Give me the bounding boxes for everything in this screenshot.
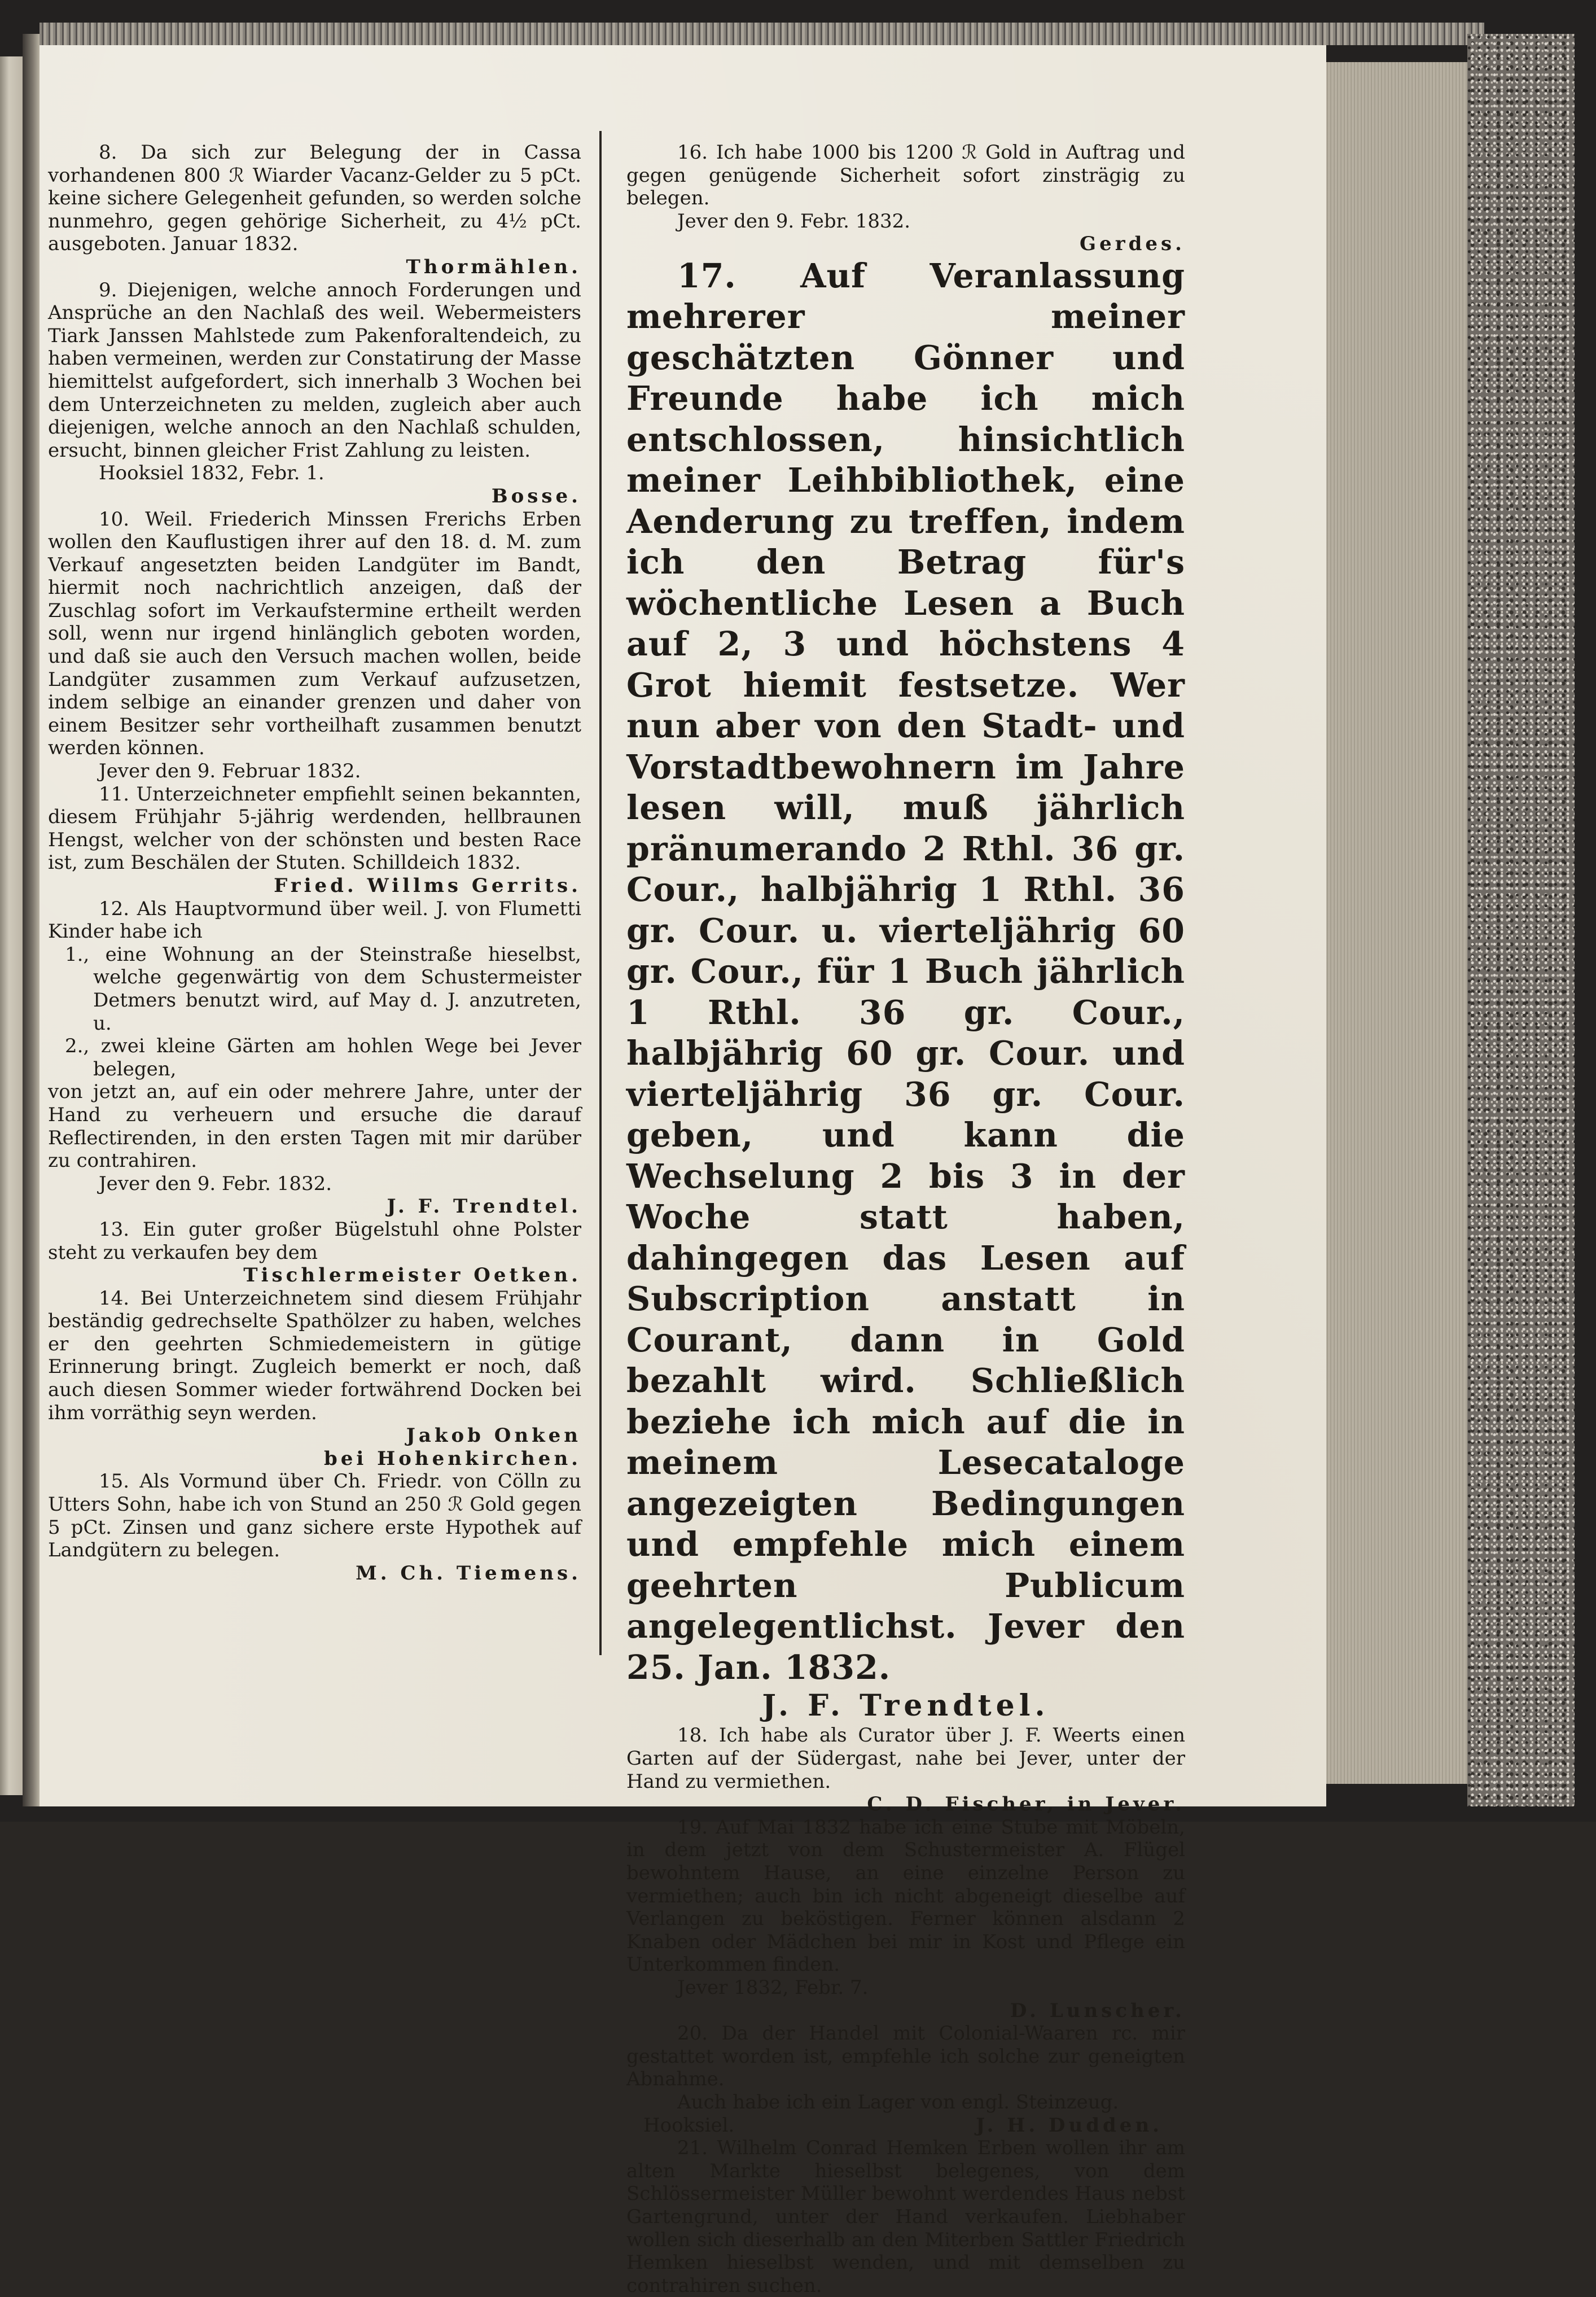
- notice-signature-large: J. F. Trendtel.: [762, 1688, 1050, 1723]
- notice-signature: J. F. Trendtel.: [387, 1195, 581, 1218]
- book-top-edge: [40, 23, 1484, 45]
- notice-text: von jetzt an, auf ein oder mehrere Jahre, unter der Hand zu verheuern und ersuche die darauf Reflectirenden, in den ersten Tagen mit mir darüber zu contrahiren.: [48, 1080, 581, 1172]
- notice-signature: Gerdes.: [1080, 233, 1185, 256]
- notice-signature: D. Lunscher.: [1010, 1999, 1185, 2022]
- notice-list-item: 2., zwei kleine Gärten am hohlen Wege bei Jever belegen,: [65, 1035, 581, 1080]
- notice-place-date: Hooksiel 1832, Febr. 1.: [99, 462, 325, 485]
- book-cover: [1467, 34, 1575, 1806]
- notice-paragraph: 11. Unterzeichneter empfiehlt seinen bekannten, diesem Frühjahr 5-jährig werdenden, hellbraunen Hengst, welcher von der schönsten und besten Race ist, zum Beschälen der Stuten. Schilldeich 1832.: [48, 782, 581, 874]
- page-block-edges: [1326, 62, 1479, 1784]
- notice-paragraph: 13. Ein guter großer Bügelstuhl ohne Polster steht zu verkaufen bey dem: [48, 1218, 581, 1264]
- notice-paragraph: 14. Bei Unterzeichnetem sind diesem Frühjahr beständig gedrechselte Spathölzer zu haben, welches er den geehrten Schmiedemeistern in gütige Erinnerung bringt. Zugleich bemerkt er noch, daß auch diesen Sommer wieder fortwährend Docken bei ihm vorräthig seyn werden.: [48, 1287, 581, 1424]
- notice-signature: Thormählen.: [406, 255, 581, 278]
- notice-paragraph-large: 17. Auf Veranlassung mehrerer meiner geschätzten Gönner und Freunde habe ich mich entschlossen, hinsichtlich meiner Leihbibliothek, eine Aenderung zu treffen, indem ich den Betrag für's wöchentliche Lesen a Buch auf 2, 3 und höchstens 4 Grot hiemit festsetze. Wer nun aber von den Stadt- und Vorstadtbewohnern im Jahre lesen will, muß jährlich pränumerando 2 Rthl. 36 gr. Cour., halbjährig 1 Rthl. 36 gr. Cour. u. vierteljährig 60 gr. Cour., für 1 Buch jährlich 1 Rthl. 36 gr. Cour., halbjährig 60 gr. Cour. und vierteljährig 36 gr. Cour. geben, und kann die Wechselung 2 bis 3 in der Woche statt haben, dahingegen das Lesen auf Subscription anstatt in Courant, dann in Gold bezahlt wird. Schließlich beziehe ich mich auf die in meinem Lesecataloge angezeigten Bedingungen und empfehle mich einem geehrten Publicum angelegentlichst. Jever den 25. Jan. 1832.: [626, 256, 1185, 1687]
- notice-signature: Bosse.: [491, 484, 581, 507]
- notice-paragraph: 9. Diejenigen, welche annoch Forderungen und Ansprüche an den Nachlaß des weil. Webermeisters Tiark Janssen Mahlstede zum Pakenforaltendeich, zu haben vermeinen, werden zur Constatirung der Masse hiemittelst aufgefordert, sich innerhalb 3 Wochen bei dem Unterzeichneten zu melden, zugleich aber auch diejenigen, welche annoch an den Nachlaß schulden, ersucht, binnen gleicher Frist Zahlung zu leisten.: [48, 278, 581, 462]
- notice-paragraph: 19. Auf Mai 1832 habe ich eine Stube mit Möbeln, in dem jetzt von dem Schustermeister A. Flügel bewohntem Hause, an eine einzelne Person zu vermiethen; auch bin ich nicht abgeneigt dieselbe auf Verlangen zu beköstigen. Ferner können alsdann 2 Knaben oder Mädchen bei mir in Kost und Pflege ein Unterkommen finden.: [626, 1815, 1185, 1976]
- notice-place-date: Jever den 9. Febr. 1832.: [677, 209, 911, 233]
- notice-place-date: Jever 1832, Febr. 7.: [677, 1976, 869, 1999]
- notice-signature: Fried. Willms Gerrits.: [274, 874, 581, 897]
- notice-paragraph: 21. Wilhelm Conrad Hemken Erben wollen ihr am alten Markte hieselbst belegenes, von dem Schlössermeister Müller bewohnt werdendes Haus nebst Gartengrund, unter der Hand verkaufen. Liebhaber wollen sich dieserhalb an den Miterben Sattler Friedrich Hemken hieselbst wenden, und mit demselben zu contrahiren suchen.: [626, 2137, 1185, 2297]
- notice-paragraph: 15. Als Vormund über Ch. Friedr. von Cölln zu Utters Sohn, habe ich von Stund an 250 ℛ Gold gegen 5 pCt. Zinsen und ganz sichere erste Hypothek auf Landgütern zu belegen.: [48, 1470, 581, 1562]
- column-divider: [599, 131, 602, 1655]
- notice-signature-line: [626, 2114, 1185, 2137]
- notice-paragraph: 20. Da der Handel mit Colonial-Waaren rc. mir gestattet worden ist, empfehle ich solche zur geneigten Abnahme.: [626, 2022, 1185, 2091]
- notice-paragraph: 8. Da sich zur Belegung der in Cassa vorhandenen 800 ℛ Wiarder Vacanz-Gelder zu 5 pCt. keine sichere Gelegenheit gefunden, so werden solche nunmehro, gegen gehörige Sicherheit, zu 4½ pCt. ausgeboten. Januar 1832.: [48, 141, 581, 256]
- book-gutter: [23, 34, 40, 1806]
- notice-signature: Jakob Onken: [406, 1424, 581, 1447]
- notice-signature: J. H. Dudden.: [976, 2114, 1163, 2137]
- notice-signature: Tischlermeister Oetken.: [243, 1264, 581, 1287]
- notice-place-date: Jever den 9. Februar 1832.: [99, 760, 361, 783]
- notice-signature: C. D. Fischer, in Jever.: [867, 1793, 1185, 1816]
- notice-paragraph: 12. Als Hauptvormund über weil. J. von Flumetti Kinder habe ich: [48, 897, 581, 943]
- right-column: [626, 141, 1185, 2297]
- notice-paragraph: 10. Weil. Friederich Minssen Frerichs Erben wollen den Kauflustigen ihrer auf den 18. d. M. zum Verkauf angesetzten beiden Landgüter im Bandt, hiermit noch nachrichtlich anzeigen, daß der Zuschlag sofort im Verkaufstermine ertheilt werden soll, wenn nur irgend hinlänglich geboten worden, und daß sie auch den Versuch machen wollen, beide Landgüter zusammen zum Verkauf aufzusetzen, indem selbige an einander grenzen und daher von einem Besitzer sehr vortheilhaft zusammen benutzt werden können.: [48, 507, 581, 760]
- notice-signature: M. Ch. Tiemens.: [356, 1561, 581, 1585]
- left-column: [48, 141, 581, 1585]
- facing-page-edge: [0, 56, 23, 1795]
- notice-paragraph: 16. Ich habe 1000 bis 1200 ℛ Gold in Auftrag und gegen genügende Sicherheit sofort zinsträgig zu belegen.: [626, 141, 1185, 210]
- notice-place: Hooksiel.: [643, 2114, 735, 2137]
- notice-place-date: Auch habe ich ein Lager von engl. Steinzeug.: [677, 2090, 1119, 2114]
- notice-paragraph: 18. Ich habe als Curator über J. F. Weerts einen Garten auf der Südergast, nahe bei Jever, unter der Hand zu vermiethen.: [626, 1724, 1185, 1793]
- notice-list-item: 1., eine Wohnung an der Steinstraße hieselbst, welche gegenwärtig von dem Schustermeister Detmers benutzt wird, auf May d. J. anzutreten, u.: [65, 943, 581, 1035]
- notice-signature: bei Hohenkirchen.: [323, 1447, 581, 1470]
- notice-place-date: Jever den 9. Febr. 1832.: [99, 1172, 332, 1195]
